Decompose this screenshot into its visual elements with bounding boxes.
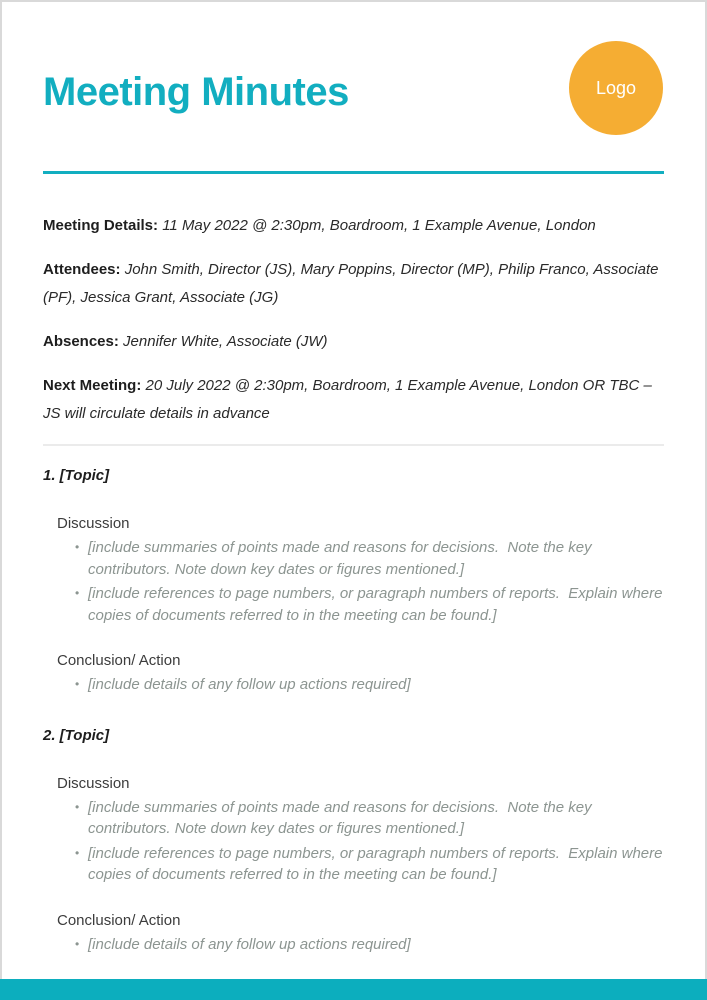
topic-1-conclusion-label: Conclusion/ Action	[57, 652, 181, 669]
meeting-details-row	[43, 212, 664, 240]
list-item: • [include details of any follow up actions required]	[75, 674, 664, 696]
attendees-label: Attendees:	[43, 261, 121, 278]
page-title: Meeting Minutes	[43, 70, 349, 114]
topic-1-section	[43, 466, 667, 696]
meeting-details-label: Meeting Details:	[43, 217, 159, 234]
logo-label: Logo	[595, 77, 637, 98]
topic-2-discussion-label: Discussion	[57, 774, 130, 792]
list-item: • [include summaries of points made and reasons for decisions. Note the key contributors. Note down key dates or figures mentioned.]	[75, 537, 664, 580]
topic-1-heading: 1. [Topic]	[43, 467, 110, 484]
topic-2-discussion-list	[43, 797, 667, 886]
logo	[569, 41, 663, 135]
attendees-value: John Smith, Director (JS), Mary Poppins, Director (MP), Philip Franco, Associate (PF), Jessica Grant, Associate (JG)	[43, 261, 659, 306]
topic-1-discussion-label: Discussion	[57, 515, 130, 532]
list-item: • [include summaries of points made and reasons for decisions. Note the key contributors. Note down key dates or figures mentioned.]	[75, 797, 664, 840]
topic-2-section	[43, 726, 667, 956]
meeting-details-section	[43, 174, 664, 428]
list-item: • [include references to page numbers, or paragraph numbers of reports. Explain where copies of documents referred to in the meeting can be found.]	[75, 843, 664, 886]
topic-2-conclusion-label: Conclusion/ Action	[57, 911, 181, 929]
absences-row	[43, 328, 664, 356]
topic-1-discussion-list	[43, 537, 667, 626]
absences-label: Absences:	[43, 333, 119, 350]
attendees-row	[43, 256, 664, 312]
document-header	[43, 0, 664, 171]
meeting-details-value: 11 May 2022 @ 2:30pm, Boardroom, 1 Example Avenue, London	[162, 217, 596, 234]
absences-value: Jennifer White, Associate (JW)	[123, 333, 328, 350]
topic-2-heading: 2. [Topic]	[43, 726, 110, 744]
next-meeting-row	[43, 372, 664, 428]
section-divider	[43, 444, 664, 446]
next-meeting-value: 20 July 2022 @ 2:30pm, Boardroom, 1 Example Avenue, London OR TBC – JS will circulate details in advance	[43, 377, 652, 422]
topic-1-conclusion-list	[43, 674, 664, 696]
footer-accent-bar	[0, 979, 707, 1000]
next-meeting-label: Next Meeting:	[43, 377, 142, 394]
list-item: • [include details of any follow up actions required]	[75, 934, 664, 956]
topic-2-conclusion-list	[43, 934, 664, 956]
list-item: • [include references to page numbers, or paragraph numbers of reports. Explain where copies of documents referred to in the meeting can be found.]	[75, 583, 664, 626]
